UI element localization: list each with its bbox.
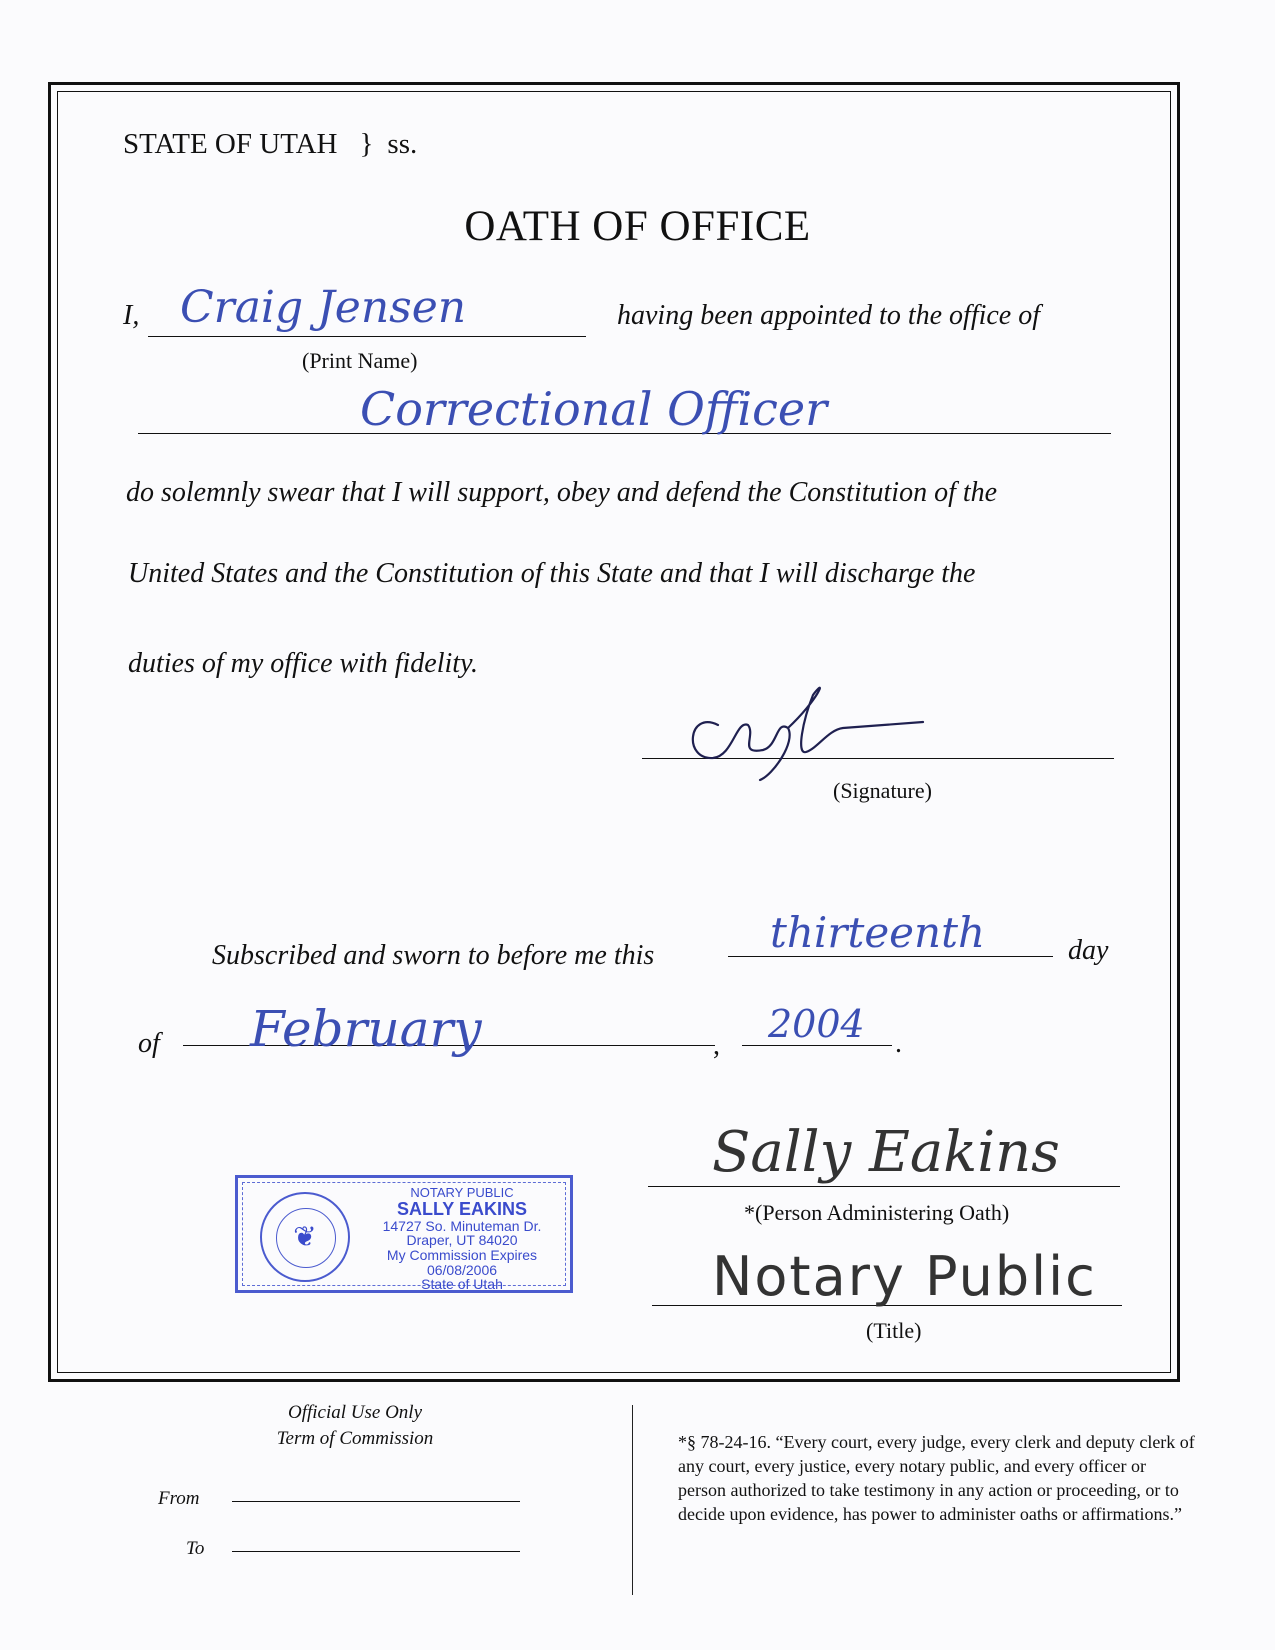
official-use-heading: Official Use Only — [287, 1402, 423, 1423]
title-label: (Title) — [866, 1318, 922, 1343]
signature-label: (Signature) — [833, 778, 932, 803]
oath-line-3: duties of my office with fidelity. — [128, 648, 478, 679]
administrator-line — [648, 1186, 1120, 1187]
stamp-line-1: NOTARY PUBLIC — [410, 1185, 514, 1200]
stamp-line-2: SALLY EAKINS — [396, 1198, 528, 1219]
name-line — [148, 336, 586, 337]
from-line[interactable] — [232, 1501, 520, 1502]
handwritten-day: thirteenth — [770, 908, 986, 957]
administrator-signature: Sally Eakins — [712, 1120, 1060, 1185]
administering-label: *(Person Administering Oath) — [744, 1200, 1010, 1225]
officer-signature — [678, 680, 928, 790]
day-label: day — [1068, 935, 1109, 966]
stamp-line-3: 14727 So. Minuteman Dr. — [382, 1217, 542, 1234]
seal-emblem-icon: ❦ — [293, 1221, 317, 1252]
document-title: OATH OF OFFICE — [464, 203, 811, 250]
stamp-text — [358, 1186, 566, 1292]
subscribed-text: Subscribed and sworn to before me this — [212, 940, 655, 971]
stamp-line-6: State of Utah — [421, 1276, 503, 1293]
statute-note: *§ 78-24-16. “Every court, every judge, every clerk and deputy clerk of any court, every justice, every notary public, and every officer or person authorized to take testimony in any action or proceeding, or to decide upon evidence, has power to administer oaths or affirmations.” — [678, 1432, 1195, 1524]
to-line[interactable] — [232, 1551, 520, 1552]
venue-state: STATE OF UTAH — [123, 128, 338, 160]
handwritten-title: Notary Public — [712, 1245, 1097, 1308]
oath-line-1: do solemnly swear that I will support, obey and defend the Constitution of the — [126, 477, 998, 508]
handwritten-year: 2004 — [768, 1002, 865, 1046]
handwritten-month: February — [250, 1000, 482, 1058]
of-label: of — [138, 1028, 160, 1059]
comma: , — [713, 1030, 720, 1061]
stamp-line-5: My Commission Expires 06/08/2006 — [386, 1246, 538, 1278]
oath-line-2: United States and the Constitution of this State and that I will discharge the — [128, 558, 976, 589]
notary-stamp — [235, 1175, 573, 1293]
handwritten-name: Craig Jensen — [180, 282, 467, 333]
period: . — [895, 1028, 902, 1059]
term-of-commission-heading: Term of Commission — [276, 1428, 434, 1449]
state-seal-icon — [260, 1192, 350, 1282]
appointed-text: having been appointed to the office of — [617, 300, 1041, 331]
bottom-divider — [632, 1405, 633, 1595]
from-label: From — [158, 1488, 200, 1509]
venue-brace: } — [359, 128, 374, 160]
venue-ss: ss. — [387, 128, 418, 160]
stamp-line-4: Draper, UT 84020 — [406, 1232, 518, 1249]
handwritten-office: Correctional Officer — [360, 382, 828, 436]
to-label: To — [186, 1538, 205, 1559]
venue-line — [123, 128, 417, 161]
intro-prefix: I, — [123, 300, 140, 331]
print-name-label: (Print Name) — [302, 348, 418, 373]
